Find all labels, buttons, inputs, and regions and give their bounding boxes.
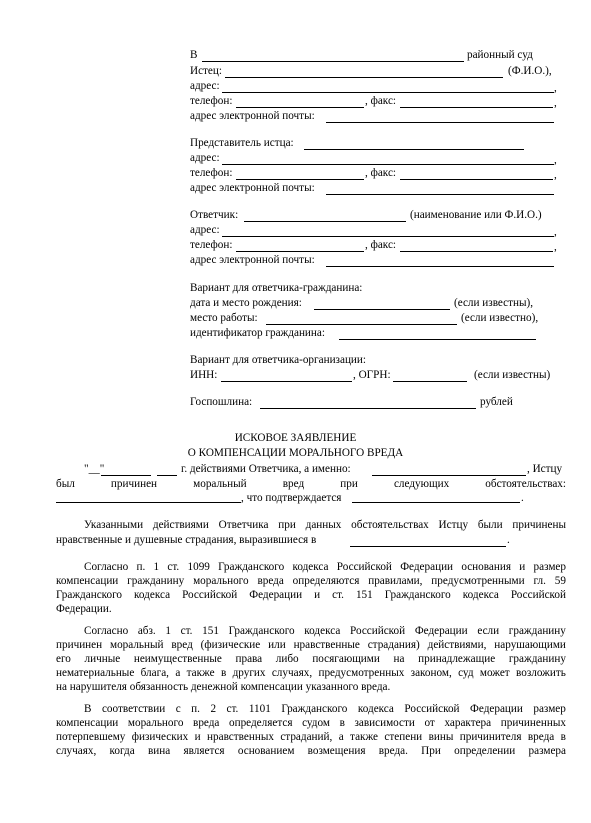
p4-line4 [56, 667, 566, 680]
word: ст. [180, 625, 193, 637]
word: на [393, 653, 405, 665]
word: гл. [533, 575, 546, 587]
plaintiff-hint: (Ф.И.О.), [508, 65, 552, 77]
word: п. [191, 703, 200, 715]
defendant-email-field[interactable] [326, 266, 554, 267]
address-label: адрес: [190, 152, 220, 164]
word: моральный [110, 639, 164, 651]
word: при [340, 478, 358, 490]
word: Федерации [249, 589, 303, 601]
word: кодекса [292, 561, 329, 573]
date-year-field[interactable] [157, 475, 177, 476]
word: Гражданского [384, 589, 451, 601]
birth-label: дата и место рождения: [190, 297, 302, 309]
word: когда [109, 745, 135, 757]
word: и [314, 589, 321, 601]
word: были [477, 519, 503, 531]
word: моральный [193, 478, 247, 490]
fax-label: , факс: [365, 95, 397, 107]
word: кодекса [357, 703, 394, 715]
word: неимущественные [133, 653, 222, 665]
word: также [350, 731, 379, 743]
plaintiff-email-field[interactable] [326, 122, 554, 123]
ogrn-field[interactable] [393, 381, 467, 382]
word: его [56, 653, 71, 665]
word: обстоятельствах: [485, 478, 566, 490]
word: ст. [167, 561, 180, 573]
word: вина [147, 745, 171, 757]
word: Согласно [84, 561, 129, 573]
org-hint: (если известны) [474, 369, 551, 381]
plaintiff-phone-field[interactable] [236, 107, 364, 108]
phone-label: телефон: [190, 95, 233, 107]
word: Гражданского [281, 703, 348, 715]
word: При [421, 745, 441, 757]
work-field[interactable] [266, 324, 457, 325]
word: гражданину [127, 575, 185, 587]
word: соответствии [101, 703, 166, 715]
word: а [338, 731, 344, 743]
word: гражданину [508, 653, 566, 665]
circumstances-field[interactable] [56, 502, 241, 503]
fax-label: , факс: [365, 239, 397, 251]
birth-field[interactable] [314, 309, 450, 310]
word: 59 [554, 575, 566, 587]
document-title: ИСКОВОЕ ЗАЯВЛЕНИЕ [234, 432, 357, 444]
defendant-name-field[interactable] [244, 221, 406, 222]
word: компенсации [56, 717, 119, 729]
work-label: место работы: [190, 312, 258, 324]
word: Российской [336, 561, 392, 573]
word: правилами, [368, 575, 423, 587]
word: вред [171, 639, 193, 651]
date-month-field[interactable] [101, 475, 151, 476]
word: случаях, [56, 745, 97, 757]
word: в [220, 667, 227, 679]
birth-hint: (если известны), [454, 297, 534, 309]
word: Федерации [470, 703, 523, 715]
word: основания [461, 561, 511, 573]
rep-phone-field[interactable] [236, 179, 364, 180]
plaintiff-address-field[interactable] [222, 92, 554, 93]
word: а [175, 667, 181, 679]
word: вреда [257, 575, 284, 587]
word: других [232, 667, 266, 679]
email-label: адрес электронной почты: [190, 182, 315, 194]
word: 1101 [248, 703, 271, 715]
word: компенсации [56, 575, 119, 587]
word: ст. [332, 589, 344, 601]
word: права [235, 653, 263, 665]
word: 1 [165, 625, 171, 637]
word: в [560, 731, 566, 743]
word: ст. [226, 703, 239, 715]
word: от [424, 717, 435, 729]
address-label: адрес: [190, 224, 220, 236]
word: физических [131, 731, 189, 743]
defendant-label: Ответчик: [190, 209, 239, 221]
word: был [56, 478, 75, 490]
p4-line5: на нарушителя обязанность денежной компенсации указанного вреда. [56, 681, 391, 693]
word: степени [384, 731, 423, 743]
inn-field[interactable] [221, 381, 352, 382]
word: посягающими [312, 653, 380, 665]
suffering-field[interactable] [350, 546, 506, 547]
phone-label: телефон: [190, 239, 233, 251]
word: суд [458, 667, 474, 679]
defendant-phone-field[interactable] [236, 251, 364, 252]
citizen-id-field[interactable] [339, 339, 536, 340]
word: также [186, 667, 215, 679]
defendant-address-field[interactable] [222, 236, 554, 237]
word: нравственных [207, 731, 274, 743]
word: характера [444, 717, 492, 729]
word: принадлежащие [418, 653, 496, 665]
phone-label: телефон: [190, 167, 233, 179]
word: причинены [512, 519, 566, 531]
court-name-field[interactable] [202, 61, 464, 62]
ogrn-label: , ОГРН: [353, 369, 391, 381]
p3-line1 [84, 561, 566, 574]
word: и [194, 731, 201, 743]
word: блага, [140, 667, 169, 679]
word: Российской [182, 589, 238, 601]
word: определяются [292, 575, 360, 587]
duty-label: Госпошлина: [190, 396, 253, 408]
duty-suffix: рублей [480, 396, 513, 408]
word: Истцу [438, 519, 469, 531]
comma: , [554, 241, 557, 253]
word: п. [136, 561, 146, 573]
word: 151 [355, 589, 373, 601]
rep-email-field[interactable] [326, 194, 554, 195]
rep-address-field[interactable] [222, 164, 554, 165]
word: нематериальные [56, 667, 135, 679]
word: Гражданского [228, 625, 295, 637]
word: вреда [527, 731, 555, 743]
email-label: адрес электронной почты: [190, 110, 315, 122]
fax-label: , факс: [365, 167, 397, 179]
word: действиями [152, 519, 209, 531]
word: вины [428, 731, 454, 743]
word: является [183, 745, 225, 757]
address-label: адрес: [190, 80, 220, 92]
word: 151 [202, 625, 219, 637]
p4-line2 [56, 639, 566, 652]
word: Гражданского [218, 561, 285, 573]
word: определении [454, 745, 516, 757]
word: в [339, 717, 345, 729]
word: Федерации [400, 561, 454, 573]
word: может [479, 667, 510, 679]
duty-field[interactable] [260, 408, 476, 409]
word: кодекса [462, 589, 499, 601]
word: Указанными [84, 519, 144, 531]
citizen-id-label: идентификатор гражданина: [190, 327, 325, 339]
word: предусмотренных [318, 667, 405, 679]
p1-dot: . [521, 492, 524, 504]
p2-line1 [84, 519, 566, 532]
comma: , [554, 226, 557, 238]
word: причинен [56, 639, 103, 651]
word: Гражданского [56, 589, 123, 601]
p2-dot: . [507, 534, 510, 546]
word: законом, [410, 667, 452, 679]
word: размера [528, 745, 566, 757]
p5-line2 [56, 717, 566, 730]
p4-line3 [56, 653, 566, 666]
p3-line2 [56, 575, 566, 588]
comma: , [554, 169, 557, 181]
word: морального [127, 717, 184, 729]
email-label: адрес электронной почты: [190, 254, 315, 266]
comma: , [554, 154, 557, 166]
word: Федерации [414, 625, 468, 637]
plaintiff-label: Истец: [190, 65, 222, 77]
word: причинителя [459, 731, 522, 743]
word: случаях, [271, 667, 313, 679]
p1-actions-text: г. действиями Ответчика, а именно: [181, 463, 351, 475]
p1-confirm-text: , что подтверждается [241, 492, 342, 504]
word: кодекса [134, 589, 171, 601]
document-subtitle: О КОМПЕНСАЦИИ МОРАЛЬНОГО ВРЕДА [187, 447, 404, 459]
word: страданий, [280, 731, 333, 743]
p5-line1 [84, 703, 566, 716]
p1-end: , Истцу [527, 463, 563, 475]
word: с [175, 703, 181, 715]
p5-line3 [56, 731, 566, 744]
word: вреда. [378, 745, 408, 757]
comma: , [554, 97, 557, 109]
word: если [477, 625, 500, 637]
rep-name-field[interactable] [304, 149, 524, 150]
citizen-variant-heading: Вариант для ответчика-гражданина: [190, 282, 363, 294]
defendant-fax-field[interactable] [400, 251, 553, 252]
word: основанием [237, 745, 295, 757]
word: следующих [393, 478, 450, 490]
court-suffix: районный суд [467, 49, 533, 61]
word: 1 [153, 561, 160, 573]
rep-fax-field[interactable] [400, 179, 553, 180]
word: гражданину [508, 625, 566, 637]
word: Ответчика [218, 519, 269, 531]
org-variant-heading: Вариант для ответчика-организации: [190, 354, 367, 366]
p4-line1 [84, 625, 566, 638]
work-hint: (если известно), [461, 312, 539, 324]
court-prefix: В [190, 49, 198, 61]
p5-line4 [56, 745, 566, 758]
word: нарушающими [494, 639, 566, 651]
word: размер [533, 703, 566, 715]
word: кодекса [304, 625, 341, 637]
word: размер [533, 561, 566, 573]
evidence-field[interactable] [352, 502, 520, 503]
word: Российской [404, 703, 460, 715]
p3-line3 [56, 589, 566, 602]
defendant-hint: (наименование или Ф.И.О.) [410, 209, 542, 221]
word: возмещения [307, 745, 366, 757]
word: или [268, 639, 286, 651]
word: В [84, 703, 92, 715]
word: абз. [137, 625, 156, 637]
word: при [278, 519, 296, 531]
word: предусмотренными [431, 575, 525, 587]
p2-line2-text: нравственные и душевные страдания, выразившиеся в [56, 534, 317, 546]
word: 2 [210, 703, 217, 715]
p1-line2 [56, 478, 566, 491]
word: зависимости [354, 717, 415, 729]
word: потерпевшему [56, 731, 126, 743]
word: действиями, [427, 639, 487, 651]
word: судом [302, 717, 330, 729]
word: либо [275, 653, 299, 665]
word: (физические [200, 639, 261, 651]
word: страдания) [367, 639, 420, 651]
p3-line4: Федерации. [56, 603, 112, 615]
word: причиненных [500, 717, 566, 729]
word: Российской [510, 589, 566, 601]
date-quote: "__" [84, 463, 105, 475]
word: возложить [516, 667, 566, 679]
word: вред [282, 478, 305, 490]
word: обстоятельствах [351, 519, 429, 531]
rep-label: Представитель истца: [190, 137, 294, 149]
word: личные [84, 653, 121, 665]
plaintiff-name-field[interactable] [225, 77, 503, 78]
word: 1099 [187, 561, 210, 573]
word: данных [305, 519, 342, 531]
word: Согласно [84, 625, 129, 637]
word: нравственные [293, 639, 360, 651]
comma: , [554, 82, 557, 94]
actions-field[interactable] [372, 475, 526, 476]
word: морального [193, 575, 249, 587]
word: и [519, 561, 526, 573]
word: Российской [350, 625, 406, 637]
word: причинен [110, 478, 158, 490]
word: определяется [229, 717, 293, 729]
plaintiff-fax-field[interactable] [400, 107, 553, 108]
word: вреда [193, 717, 220, 729]
inn-label: ИНН: [190, 369, 218, 381]
